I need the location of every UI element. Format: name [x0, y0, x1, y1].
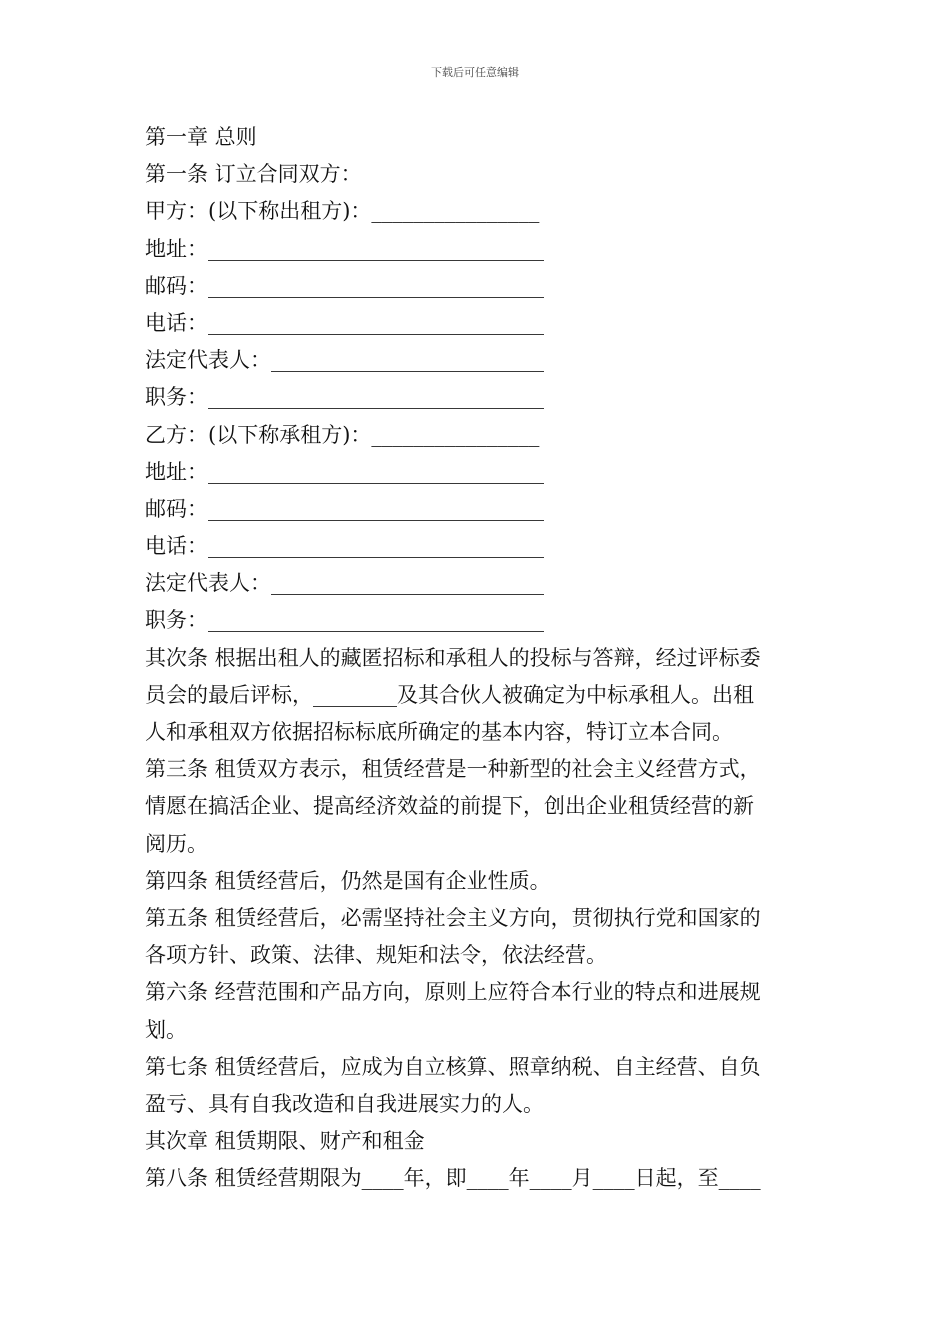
page-header: 下载后可任意编辑: [431, 66, 519, 79]
text-line: 职务：________________________________: [145, 608, 544, 633]
text-line: 各项方针、政策、法律、规矩和法令，依法经营。: [145, 943, 607, 968]
text-line: 第一条 订立合同双方：: [145, 162, 362, 187]
text-line: 第三条 租赁双方表示，租赁经营是一种新型的社会主义经营方式，: [145, 757, 761, 782]
text-line: 法定代表人：__________________________: [145, 348, 544, 373]
text-line: 第一章 总则: [145, 125, 257, 149]
text-line: 乙方：(以下称承租方)：________________: [145, 422, 540, 447]
text-line: 第五条 租赁经营后，必需坚持社会主义方向，贯彻执行党和国家的: [145, 905, 761, 930]
text-line: 地址：________________________________: [145, 459, 544, 484]
text-line: 电话：________________________________: [145, 310, 544, 335]
text-line: 划。: [145, 1017, 187, 1042]
text-line: 职务：________________________________: [145, 385, 544, 410]
text-line: 其次章 租赁期限、财产和租金: [145, 1129, 425, 1154]
text-line: 人和承租双方依据招标标底所确定的基本内容，特订立本合同。: [145, 720, 733, 744]
text-line: 盈亏、具有自我改造和自我进展实力的人。: [145, 1091, 544, 1116]
text-line: 地址：________________________________: [145, 236, 544, 261]
text-line: 员会的最后评标，________及其合伙人被确定为中标承租人。出租: [145, 682, 754, 707]
text-line: 阅历。: [145, 831, 208, 856]
contract-body: [145, 119, 815, 1197]
text-line: 第八条 租赁经营期限为____年，即____年____月____日起，至____: [145, 1166, 761, 1191]
text-line: 电话：________________________________: [145, 534, 544, 559]
text-line: 其次条 根据出租人的藏匿招标和承租人的投标与答辩，经过评标委: [145, 645, 761, 670]
text-line: 第四条 租赁经营后，仍然是国有企业性质。: [145, 868, 551, 893]
text-line: 邮码：________________________________: [145, 273, 544, 298]
text-line: 第七条 租赁经营后，应成为自立核算、照章纳税、自主经营、自负: [145, 1054, 761, 1079]
text-line: 甲方：(以下称出租方)：________________: [145, 199, 540, 224]
text-line: 法定代表人：__________________________: [145, 571, 544, 596]
text-line: 情愿在搞活企业、提高经济效益的前提下，创出企业租赁经营的新: [145, 794, 754, 819]
text-line: 邮码：________________________________: [145, 496, 544, 521]
text-line: 第六条 经营范围和产品方向，原则上应符合本行业的特点和进展规: [145, 980, 761, 1005]
